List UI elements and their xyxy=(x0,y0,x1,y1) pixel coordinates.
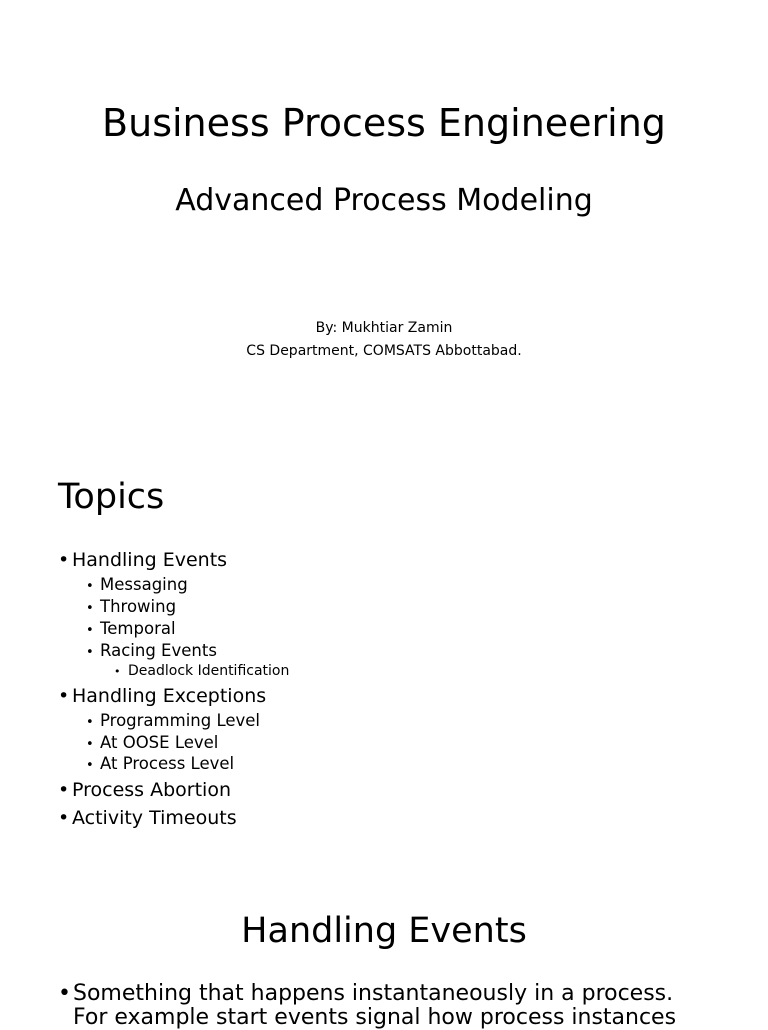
topic-subitem: • Temporal xyxy=(86,618,176,641)
bullet-icon: • xyxy=(86,579,94,594)
handling-events-heading: Handling Events xyxy=(241,911,527,951)
bullet-icon: • xyxy=(86,737,94,752)
presentation-subtitle: Advanced Process Modeling xyxy=(175,183,593,218)
topics-heading: Topics xyxy=(58,477,165,517)
bullet-icon: • xyxy=(86,758,94,773)
bullet-icon: • xyxy=(86,715,94,730)
topic-item: • Handling Events xyxy=(58,549,228,571)
topic-subsubitem: • Deadlock Identification xyxy=(114,663,290,679)
department-line: CS Department, COMSATS Abbottabad. xyxy=(246,343,522,359)
bullet-icon: • xyxy=(86,601,94,616)
bullet-icon: • xyxy=(58,549,70,571)
topic-subitem: • Throwing xyxy=(86,596,176,619)
topic-item: • Handling Exceptions xyxy=(58,685,267,707)
topic-subitem: • At OOSE Level xyxy=(86,732,218,755)
topic-item: • Process Abortion xyxy=(58,779,232,801)
event-definition-bullet: •Something that happens instantaneously in a process. For example start events signal how process instances xyxy=(58,981,677,1030)
bullet-icon: • xyxy=(58,981,71,1006)
topic-subitem: • Racing Events xyxy=(86,640,217,663)
bullet-icon: • xyxy=(86,623,94,638)
topic-subitem: • Messaging xyxy=(86,574,188,597)
topic-subitem: • At Process Level xyxy=(86,753,234,776)
author-line: By: Mukhtiar Zamin xyxy=(315,320,453,336)
bullet-icon: • xyxy=(86,645,94,660)
bullet-icon: • xyxy=(58,779,70,801)
topic-item: • Activity Timeouts xyxy=(58,807,237,829)
bullet-icon: • xyxy=(58,807,70,829)
topic-subitem: • Programming Level xyxy=(86,710,260,733)
bullet-icon: • xyxy=(114,665,121,678)
bullet-icon: • xyxy=(58,685,70,707)
presentation-title: Business Process Engineering xyxy=(102,101,666,145)
